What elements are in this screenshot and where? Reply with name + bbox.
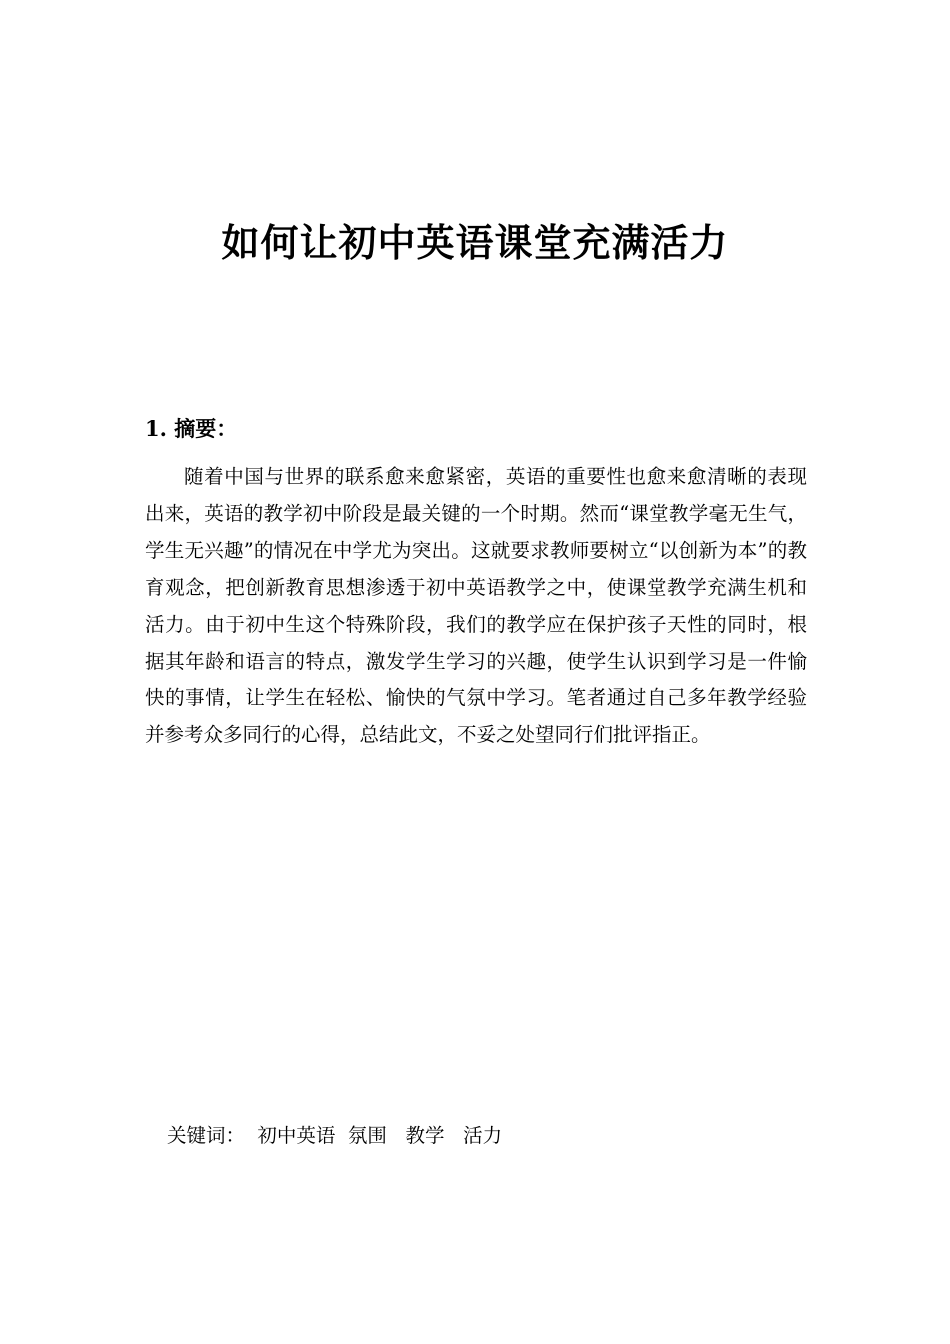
- keyword-item: 氛围: [347, 1124, 387, 1147]
- keyword-item: 教学: [405, 1124, 445, 1147]
- abstract-paragraph: 随着中国与世界的联系愈来愈紧密，英语的重要性也愈来愈清晰的表现出来，英语的教学初中阶段是最关键的一个时期。然而“课堂教学毫无生气，学生无兴趣”的情况在中学尤为突出。这就要求教师要树立“以创新为本”的教育观念，把创新教育思想渗透于初中英语教学之中，使课堂教学充满生机和活力。由于初中生这个特殊阶段，我们的教学应在保护孩子天性的同时，根据其年龄和语言的特点，激发学生学习的兴趣，使学生认识到学习是一件愉快的事情，让学生在轻松、愉快的气氛中学习。笔者通过自己多年教学经验并参考众多同行的心得，总结此文，不妥之处望同行们批评指正。: [145, 465, 807, 747]
- section-heading-abstract: 1. 摘要：: [145, 416, 238, 441]
- keywords-line: [167, 1120, 502, 1152]
- keywords-label: 关键词：: [167, 1124, 246, 1147]
- keyword-item: 活力: [463, 1124, 503, 1147]
- page-title: 如何让初中英语课堂充满活力: [221, 221, 729, 265]
- keyword-item: 初中英语: [257, 1124, 336, 1147]
